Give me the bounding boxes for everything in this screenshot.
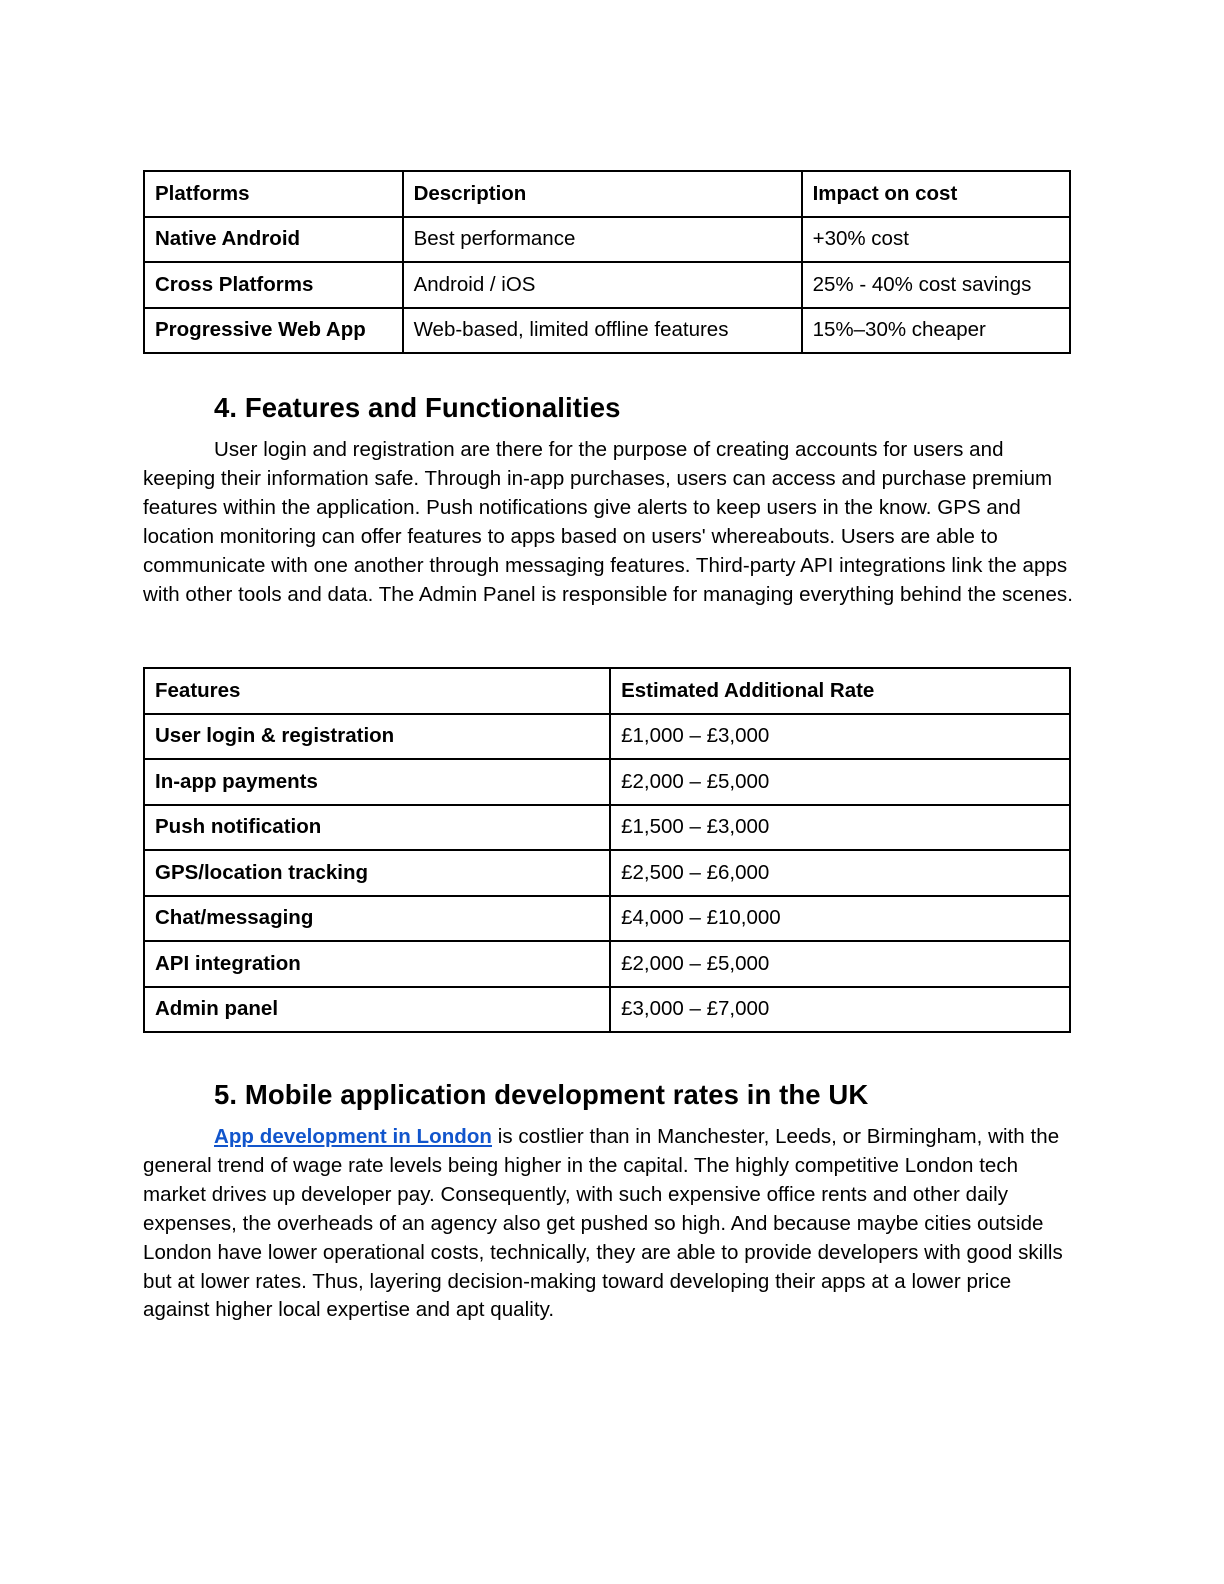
platform-name-cell: Cross Platforms	[144, 262, 403, 308]
rate-cell: £3,000 – £7,000	[610, 987, 1070, 1033]
section-5-paragraph	[143, 1123, 1073, 1325]
table-row	[144, 850, 1070, 896]
table-header-cell: Impact on cost	[802, 171, 1070, 217]
platform-name-cell: Progressive Web App	[144, 308, 403, 354]
table-row	[144, 714, 1070, 760]
cost-impact-cell: +30% cost	[802, 217, 1070, 263]
table-row	[144, 987, 1070, 1033]
feature-name-cell: API integration	[144, 941, 610, 987]
table-header-cell: Estimated Additional Rate	[610, 668, 1070, 714]
description-cell: Android / iOS	[403, 262, 802, 308]
feature-name-cell: Push notification	[144, 805, 610, 851]
description-cell: Web-based, limited offline features	[403, 308, 802, 354]
feature-name-cell: GPS/location tracking	[144, 850, 610, 896]
rate-cell: £2,000 – £5,000	[610, 941, 1070, 987]
feature-name-cell: Chat/messaging	[144, 896, 610, 942]
table-row	[144, 308, 1070, 354]
features-table	[143, 667, 1071, 1033]
table-row	[144, 217, 1070, 263]
table-header-cell: Platforms	[144, 171, 403, 217]
cost-impact-cell: 25% - 40% cost savings	[802, 262, 1070, 308]
rate-cell: £2,500 – £6,000	[610, 850, 1070, 896]
section-4-paragraph: User login and registration are there for the purpose of creating accounts for users and keeping their information safe. Through in-app purchases, users can access and purchase premium features within the application. Push notifications give alerts to keep users in the know. GPS and location monitoring can offer features to apps based on users' whereabouts. Users are able to communicate with one another through messaging features. Third-party API integrations link the apps with other tools and data. The Admin Panel is responsible for managing everything behind the scenes.	[143, 438, 1073, 606]
cost-impact-cell: 15%–30% cheaper	[802, 308, 1070, 354]
table-row	[144, 805, 1070, 851]
table-row	[144, 262, 1070, 308]
section-5-paragraph-text: is costlier than in Manchester, Leeds, or Birmingham, with the general trend of wage rate levels being higher in the capital. The highly competitive London tech market drives up developer pay. Consequently, with such expensive office rents and other daily expenses, the overheads of an agency also get pushed so high. And because maybe cities outside London have lower operational costs, technically, they are able to provide developers with good skills but at lower rates. Thus, layering decision-making toward developing their apps at a lower price against higher local expertise and apt quality.	[143, 1125, 1063, 1322]
section-4-heading: 4. Features and Functionalities	[214, 392, 621, 423]
table-header-row	[144, 668, 1070, 714]
rate-cell: £1,500 – £3,000	[610, 805, 1070, 851]
feature-name-cell: Admin panel	[144, 987, 610, 1033]
table-row	[144, 941, 1070, 987]
rate-cell: £2,000 – £5,000	[610, 759, 1070, 805]
table-row	[144, 759, 1070, 805]
platforms-table	[143, 170, 1071, 354]
feature-name-cell: In-app payments	[144, 759, 610, 805]
table-header-row	[144, 171, 1070, 217]
section-5-heading: 5. Mobile application development rates in the UK	[214, 1079, 869, 1110]
table-row	[144, 896, 1070, 942]
feature-name-cell: User login & registration	[144, 714, 610, 760]
description-cell: Best performance	[403, 217, 802, 263]
platform-name-cell: Native Android	[144, 217, 403, 263]
rate-cell: £4,000 – £10,000	[610, 896, 1070, 942]
table-header-cell: Features	[144, 668, 610, 714]
table-header-cell: Description	[403, 171, 802, 217]
rate-cell: £1,000 – £3,000	[610, 714, 1070, 760]
app-development-london-link[interactable]: App development in London	[214, 1125, 492, 1148]
